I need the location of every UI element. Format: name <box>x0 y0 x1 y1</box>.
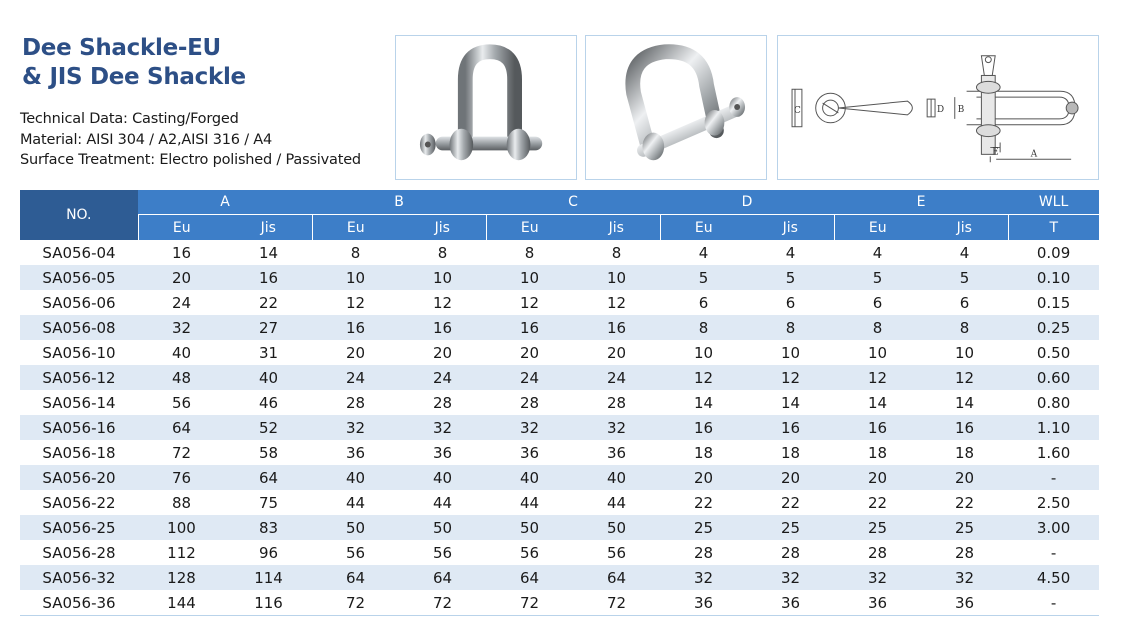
table-cell: 32 <box>747 565 834 590</box>
table-cell: 16 <box>399 315 486 340</box>
subheader-cell: Eu <box>660 215 747 241</box>
table-cell: 22 <box>693 493 714 512</box>
table-cell: 64 <box>225 465 312 490</box>
table-cell: 16 <box>660 415 747 440</box>
table-cell: 36 <box>834 590 921 616</box>
table-cell: 22 <box>954 493 975 512</box>
table-cell: 18 <box>954 443 975 462</box>
header-no: NO. <box>20 190 138 240</box>
table-cell: 16 <box>573 315 660 340</box>
table-cell: 0.15 <box>1036 293 1071 312</box>
part-number-cell: SA056-12 <box>20 365 138 390</box>
table-cell: 18 <box>693 443 714 462</box>
table-cell: 40 <box>312 465 399 490</box>
table-cell: 72 <box>573 590 660 616</box>
table-row <box>20 515 1099 540</box>
table-cell: 24 <box>399 365 486 390</box>
subheader-cell: Jis <box>399 215 486 241</box>
table-cell: 28 <box>780 543 801 562</box>
table-cell: 96 <box>258 543 279 562</box>
dim-label-b: B <box>957 104 965 115</box>
table-row <box>20 590 1099 616</box>
table-cell: 18 <box>867 443 888 462</box>
table-cell: 14 <box>780 393 801 412</box>
table-cell: 2.50 <box>1036 493 1071 512</box>
table-row <box>20 565 1099 590</box>
spec-surface-treatment: Surface Treatment: Electro polished / Passivated <box>20 152 361 168</box>
table-row <box>20 365 1099 390</box>
table-cell: 3.00 <box>1008 515 1099 540</box>
header-group-d: D <box>660 190 834 215</box>
table-cell: 24 <box>312 365 399 390</box>
table-cell: 144 <box>138 590 225 616</box>
table-cell: 10 <box>573 265 660 290</box>
table-cell: 32 <box>312 415 399 440</box>
table-cell: 25 <box>834 515 921 540</box>
table-cell: 4 <box>698 243 709 262</box>
table-cell: 36 <box>747 590 834 616</box>
table-cell: 64 <box>399 565 486 590</box>
table-cell: 44 <box>432 493 453 512</box>
table-cell: 28 <box>519 393 540 412</box>
table-cell: 28 <box>867 543 888 562</box>
table-cell: 12 <box>432 293 453 312</box>
table-cell: 40 <box>573 465 660 490</box>
table-cell: 12 <box>921 365 1008 390</box>
table-cell: 40 <box>399 465 486 490</box>
table-cell: 50 <box>312 515 399 540</box>
table-cell: 36 <box>921 590 1008 616</box>
table-cell: 25 <box>747 515 834 540</box>
table-cell: 16 <box>834 415 921 440</box>
table-cell: 0.50 <box>1036 343 1071 362</box>
part-number-cell: SA056-28 <box>42 543 116 562</box>
shackle-angled-image <box>586 36 766 179</box>
subheader-cell: Jis <box>573 215 660 241</box>
table-cell: 20 <box>606 343 627 362</box>
table-cell: 20 <box>834 465 921 490</box>
dimensions-table <box>20 190 1099 616</box>
header-row-sub <box>20 215 1099 241</box>
table-cell: 64 <box>573 565 660 590</box>
table-cell: 56 <box>171 393 192 412</box>
dim-label-e: E <box>992 147 999 158</box>
table-cell: 128 <box>138 565 225 590</box>
table-cell: 44 <box>606 493 627 512</box>
dimension-drawing <box>778 36 1098 179</box>
table-cell: - <box>1008 590 1099 616</box>
header-row-groups <box>20 190 1099 215</box>
part-number-cell: SA056-05 <box>20 265 138 290</box>
table-cell: 6 <box>698 293 709 312</box>
table-cell: 16 <box>225 265 312 290</box>
table-cell: 28 <box>693 543 714 562</box>
table-row <box>20 315 1099 340</box>
part-number-cell: SA056-04 <box>42 243 116 262</box>
table-cell: 12 <box>747 365 834 390</box>
table-cell: 27 <box>225 315 312 340</box>
table-cell: 5 <box>921 265 1008 290</box>
table-cell: 52 <box>225 415 312 440</box>
page-title <box>22 34 246 92</box>
subheader-cell: Jis <box>225 215 312 241</box>
subheader-cell: Eu <box>312 215 399 241</box>
table-cell: 116 <box>225 590 312 616</box>
part-number-cell: SA056-32 <box>20 565 138 590</box>
table-cell: 24 <box>171 293 192 312</box>
table-cell: 8 <box>437 243 448 262</box>
part-number-cell: SA056-25 <box>20 515 138 540</box>
table-cell: 12 <box>660 365 747 390</box>
table-cell: 14 <box>954 393 975 412</box>
table-cell: 8 <box>921 315 1008 340</box>
table-cell: 22 <box>867 493 888 512</box>
table-cell: 16 <box>171 243 192 262</box>
table-cell: 114 <box>225 565 312 590</box>
table-cell: 6 <box>959 293 970 312</box>
table-cell: 22 <box>780 493 801 512</box>
table-cell: 20 <box>519 343 540 362</box>
table-cell: 36 <box>519 443 540 462</box>
table-row <box>20 240 1099 265</box>
table-cell: 32 <box>834 565 921 590</box>
header-group-wll: WLL <box>1008 190 1099 215</box>
table-cell: 4 <box>872 243 883 262</box>
table-cell: 56 <box>606 543 627 562</box>
table-cell: 16 <box>921 415 1008 440</box>
table-cell: 14 <box>258 243 279 262</box>
table-cell: 10 <box>312 265 399 290</box>
table-cell: 0.80 <box>1036 393 1071 412</box>
table-cell: 76 <box>138 465 225 490</box>
header-group-a: A <box>138 190 312 215</box>
dim-label-a: A <box>1030 149 1038 160</box>
table-cell: 100 <box>138 515 225 540</box>
part-number-cell: SA056-14 <box>42 393 116 412</box>
table-row <box>20 540 1099 565</box>
table-cell: 48 <box>138 365 225 390</box>
table-cell: 88 <box>171 493 192 512</box>
table-cell: 32 <box>138 315 225 340</box>
part-number-cell: SA056-36 <box>20 590 138 616</box>
table-cell: 46 <box>258 393 279 412</box>
table-cell: 50 <box>486 515 573 540</box>
subheader-cell: Eu <box>138 215 225 241</box>
table-cell: 8 <box>747 315 834 340</box>
table-row <box>20 390 1099 415</box>
table-cell: 8 <box>660 315 747 340</box>
table-cell: 72 <box>399 590 486 616</box>
shackle-front-image <box>396 36 576 179</box>
part-number-cell: SA056-22 <box>42 493 116 512</box>
table-cell: 28 <box>432 393 453 412</box>
shackle-technical-diagram <box>777 35 1099 180</box>
shackle-photo-angled <box>585 35 767 180</box>
table-cell: 12 <box>834 365 921 390</box>
table-row <box>20 265 1099 290</box>
dim-label-c: C <box>794 105 801 116</box>
table-cell: 56 <box>519 543 540 562</box>
table-cell: 32 <box>921 565 1008 590</box>
table-cell: 32 <box>573 415 660 440</box>
table-cell: 0.60 <box>1008 365 1099 390</box>
table-cell: 72 <box>486 590 573 616</box>
table-cell: 5 <box>834 265 921 290</box>
part-number-cell: SA056-16 <box>20 415 138 440</box>
table-cell: 20 <box>747 465 834 490</box>
table-cell: 72 <box>312 590 399 616</box>
table-cell: 6 <box>872 293 883 312</box>
header-group-b: B <box>312 190 486 215</box>
table-cell: 32 <box>399 415 486 440</box>
table-cell: 58 <box>258 443 279 462</box>
part-number-cell: SA056-18 <box>42 443 116 462</box>
table-cell: 6 <box>785 293 796 312</box>
table-cell: 20 <box>660 465 747 490</box>
table-cell: 32 <box>486 415 573 440</box>
table-cell: 1.10 <box>1008 415 1099 440</box>
table-cell: 64 <box>312 565 399 590</box>
table-cell: 25 <box>921 515 1008 540</box>
table-row <box>20 340 1099 365</box>
subheader-cell: T <box>1008 215 1099 241</box>
table-cell: 18 <box>780 443 801 462</box>
table-cell: 10 <box>954 343 975 362</box>
table-cell: 8 <box>611 243 622 262</box>
table-row <box>20 465 1099 490</box>
table-cell: 0.09 <box>1036 243 1071 262</box>
table-cell: 4 <box>785 243 796 262</box>
table-cell: 31 <box>258 343 279 362</box>
table-cell: 64 <box>486 565 573 590</box>
table-cell: 40 <box>171 343 192 362</box>
table-cell: 14 <box>693 393 714 412</box>
table-row <box>20 490 1099 515</box>
part-number-cell: SA056-06 <box>42 293 116 312</box>
table-cell: 112 <box>167 543 196 562</box>
part-number-cell: SA056-08 <box>20 315 138 340</box>
table-cell: 44 <box>345 493 366 512</box>
table-cell: 10 <box>486 265 573 290</box>
table-cell: 16 <box>486 315 573 340</box>
dim-label-d: D <box>937 104 945 115</box>
table-cell: 24 <box>573 365 660 390</box>
table-cell: 50 <box>573 515 660 540</box>
table-cell: 4 <box>959 243 970 262</box>
table-cell: - <box>1050 543 1057 562</box>
spec-technical-data: Technical Data: Casting/Forged <box>20 111 239 127</box>
header-group-e: E <box>834 190 1008 215</box>
subheader-cell: Jis <box>747 215 834 241</box>
table-cell: 72 <box>171 443 192 462</box>
table-cell: 12 <box>345 293 366 312</box>
header-group-c: C <box>486 190 660 215</box>
table-cell: - <box>1008 465 1099 490</box>
table-cell: 16 <box>747 415 834 440</box>
title-line-1: Dee Shackle-EU <box>22 35 221 61</box>
table-cell: 32 <box>660 565 747 590</box>
table-cell: 36 <box>606 443 627 462</box>
table-cell: 1.60 <box>1036 443 1071 462</box>
table-cell: 8 <box>524 243 535 262</box>
technical-specs <box>20 109 361 171</box>
table-cell: 12 <box>519 293 540 312</box>
subheader-cell: Jis <box>921 215 1008 241</box>
table-cell: 5 <box>660 265 747 290</box>
part-number-cell: SA056-10 <box>42 343 116 362</box>
table-cell: 56 <box>345 543 366 562</box>
table-cell: 50 <box>399 515 486 540</box>
subheader-cell: Eu <box>834 215 921 241</box>
table-cell: 36 <box>432 443 453 462</box>
table-row <box>20 415 1099 440</box>
table-cell: 36 <box>345 443 366 462</box>
title-line-2: & JIS Dee Shackle <box>22 64 246 90</box>
table-cell: 28 <box>606 393 627 412</box>
table-body <box>20 240 1099 616</box>
table-cell: 10 <box>780 343 801 362</box>
table-cell: 20 <box>345 343 366 362</box>
table-cell: 20 <box>921 465 1008 490</box>
table-cell: 16 <box>312 315 399 340</box>
table-cell: 10 <box>693 343 714 362</box>
table-cell: 22 <box>258 293 279 312</box>
table-cell: 8 <box>350 243 361 262</box>
part-number-cell: SA056-20 <box>20 465 138 490</box>
table-cell: 75 <box>258 493 279 512</box>
table-cell: 83 <box>225 515 312 540</box>
table-cell: 20 <box>432 343 453 362</box>
table-cell: 36 <box>660 590 747 616</box>
table-cell: 14 <box>867 393 888 412</box>
table-cell: 28 <box>954 543 975 562</box>
spec-material: Material: AISI 304 / A2,AISI 316 / A4 <box>20 131 273 148</box>
table-cell: 8 <box>834 315 921 340</box>
table-cell: 4.50 <box>1008 565 1099 590</box>
table-cell: 24 <box>486 365 573 390</box>
table-cell: 10 <box>867 343 888 362</box>
table-cell: 10 <box>399 265 486 290</box>
table-row <box>20 440 1099 465</box>
table-cell: 0.25 <box>1008 315 1099 340</box>
table-cell: 28 <box>345 393 366 412</box>
table-cell: 44 <box>519 493 540 512</box>
table-cell: 40 <box>486 465 573 490</box>
shackle-photo-front <box>395 35 577 180</box>
table-cell: 12 <box>606 293 627 312</box>
table-cell: 25 <box>660 515 747 540</box>
table-cell: 0.10 <box>1008 265 1099 290</box>
table-cell: 64 <box>138 415 225 440</box>
subheader-cell: Eu <box>486 215 573 241</box>
table-row <box>20 290 1099 315</box>
table-cell: 40 <box>225 365 312 390</box>
table-cell: 56 <box>432 543 453 562</box>
table-cell: 20 <box>138 265 225 290</box>
table-cell: 5 <box>747 265 834 290</box>
